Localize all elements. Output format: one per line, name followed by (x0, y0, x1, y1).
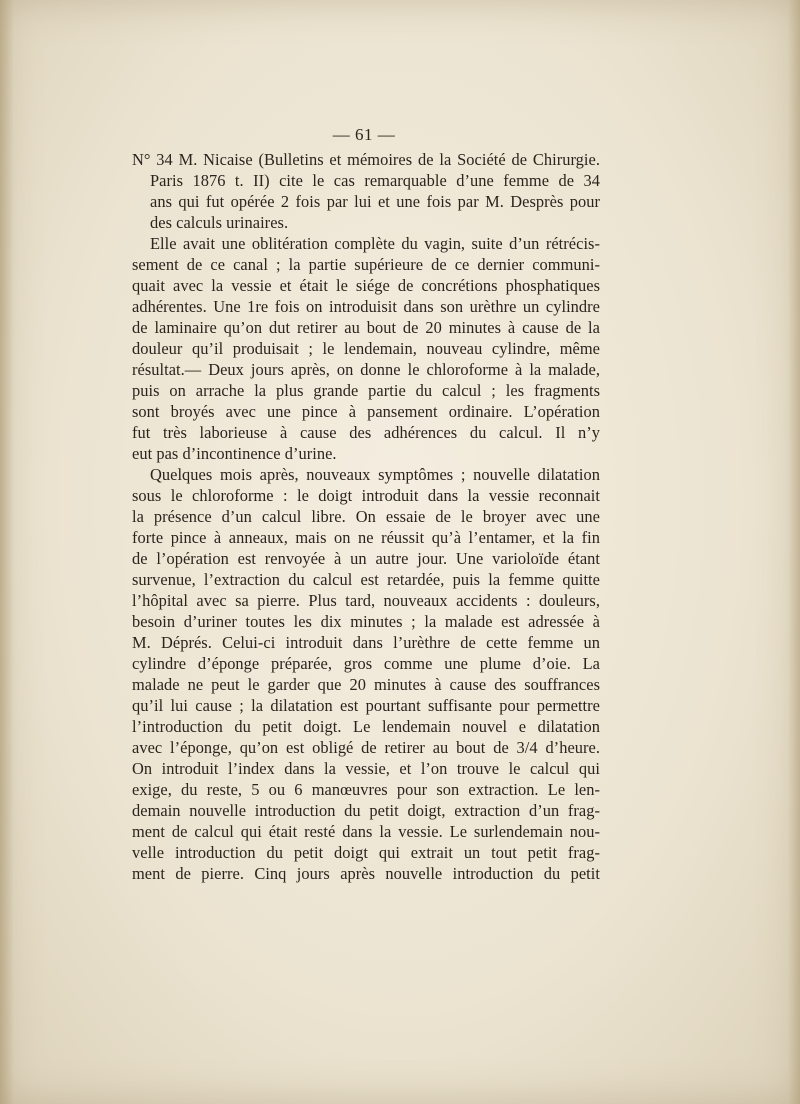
text-line: demain nouvelle introduction du petit doigt, extraction d’un frag- (132, 801, 600, 820)
text-line: résultat.— Deux jours après, on donne le chloroforme à la malade, (132, 360, 600, 379)
reference-paragraph (132, 149, 600, 233)
text-line: de laminaire qu’on dut retirer au bout de 20 minutes à cause de la (132, 318, 600, 337)
text-line: adhérentes. Une 1re fois on introduisit dans son urèthre un cylindre (132, 297, 600, 316)
text-line: ment de pierre. Cinq jours après nouvelle introduction du petit (132, 864, 600, 883)
text-line: sont broyés avec une pince à pansement ordinaire. L’opération (132, 402, 600, 421)
text-line: qu’il lui cause ; la dilatation est pourtant suffisante pour permettre (132, 696, 600, 715)
text-line: l’introduction du petit doigt. Le lendemain nouvel e dilatation (132, 717, 600, 736)
text-line: la présence d’un calcul libre. On essaie de le broyer avec une (132, 507, 600, 526)
text-line: quait avec la vessie et était le siége de concrétions phosphatiques (132, 276, 600, 295)
text-line: eut pas d’incontinence d’urine. (132, 444, 337, 463)
text-line: de l’opération est renvoyée à un autre jour. Une varioloïde étant (132, 549, 600, 568)
text-line: Paris 1876 t. II) cite le cas remarquable d’une femme de 34 (150, 171, 600, 190)
text-line: survenue, l’extraction du calcul est retardée, puis la femme quitte (132, 570, 600, 589)
text-line: exige, du reste, 5 ou 6 manœuvres pour son extraction. Le len- (132, 780, 600, 799)
text-line: sement de ce canal ; la partie supérieure de ce dernier communi- (132, 255, 600, 274)
text-line: N° 34 M. Nicaise (Bulletins et mémoires de la Société de Chirurgie. (132, 150, 600, 169)
text-line: malade ne peut le garder que 20 minutes à cause des souffrances (132, 675, 600, 694)
body-paragraph (132, 464, 600, 884)
text-line: fut très laborieuse à cause des adhérences du calcul. Il n’y (132, 423, 600, 442)
text-line: ans qui fut opérée 2 fois par lui et une fois par M. Desprès pour (150, 192, 600, 211)
text-line: douleur qu’il produisait ; le lendemain, nouveau cylindre, même (132, 339, 600, 358)
text-line: Quelques mois après, nouveaux symptômes ; nouvelle dilatation (150, 465, 600, 484)
text-line: puis on arrache la plus grande partie du calcul ; les fragments (132, 381, 600, 400)
text-line: ment de calcul qui était resté dans la vessie. Le surlendemain nou- (132, 822, 600, 841)
text-block (132, 124, 600, 884)
text-line: avec l’éponge, qu’on est obligé de retirer au bout de 3/4 d’heure. (132, 738, 600, 757)
text-line: besoin d’uriner toutes les dix minutes ; la malade est adressée à (132, 612, 600, 631)
text-line: M. Déprés. Celui-ci introduit dans l’urèthre de cette femme un (132, 633, 600, 652)
page-edge-shadow-right (788, 0, 800, 1104)
page-edge-shadow-left (0, 0, 14, 1104)
text-line: sous le chloroforme : le doigt introduit dans la vessie reconnait (132, 486, 600, 505)
text-line: Elle avait une oblitération complète du vagin, suite d’un rétrécis- (150, 234, 600, 253)
text-line: des calculs urinaires. (150, 213, 289, 232)
text-line: On introduit l’index dans la vessie, et l’on trouve le calcul qui (132, 759, 600, 778)
page-number: — 61 — (332, 125, 396, 144)
body-paragraph (132, 233, 600, 464)
text-line: velle introduction du petit doigt qui extrait un tout petit frag- (132, 843, 600, 862)
text-line: cylindre d’éponge préparée, gros comme une plume d’oie. La (132, 654, 600, 673)
text-line: forte pince à anneaux, mais on ne réussit qu’à l’entamer, et la fin (132, 528, 600, 547)
text-line: l’hôpital avec sa pierre. Plus tard, nouveaux accidents : douleurs, (132, 591, 600, 610)
